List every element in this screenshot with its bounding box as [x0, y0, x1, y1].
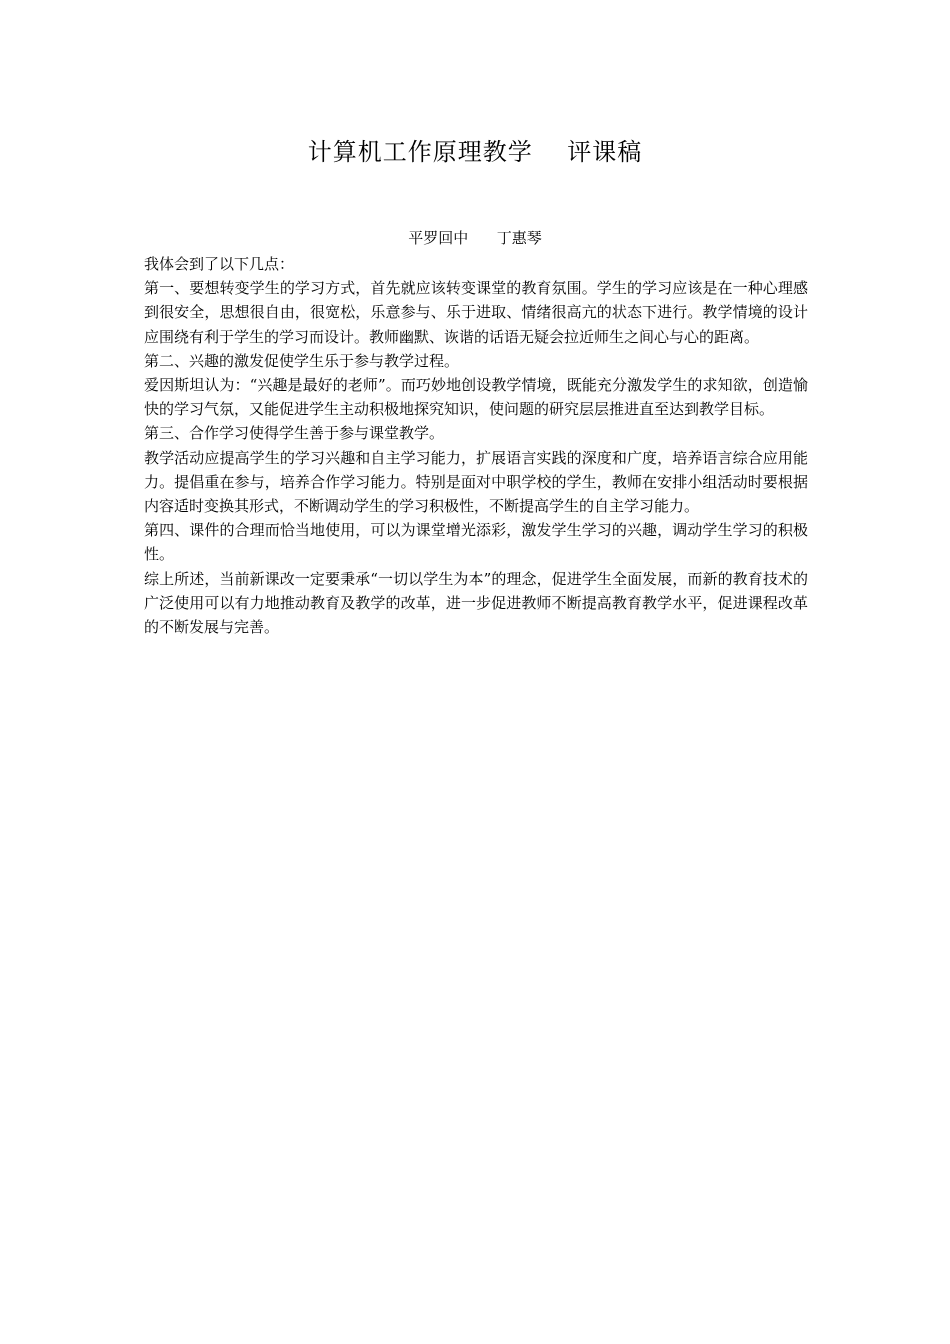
point-three-paragraph: 教学活动应提高学生的学习兴趣和自主学习能力，扩展语言实践的深度和广度，培养语言综合应用能力。提倡重在参与，培养合作学习能力。特别是面对中职学校的学生，教师在安排小组活动时要根据内容适时变换其形式，不断调动学生的学习积极性，不断提高学生的自主学习能力。 [144, 448, 808, 516]
point-two-heading: 第二、兴趣的激发促使学生乐于参与教学过程。 [144, 351, 460, 370]
point-two-paragraph: 爱因斯坦认为：“兴趣是最好的老师”。而巧妙地创设教学情境，既能充分激发学生的求知欲，创造愉快的学习气氛，又能促进学生主动积极地探究知识，使问题的研究层层推进直至达到教学目标。 [144, 376, 808, 419]
point-one-paragraph: 第一、要想转变学生的学习方式，首先就应该转变课堂的教育氛围。学生的学习应该是在一种心理感到很安全，思想很自由，很宽松，乐意参与、乐于进取、情绪很高亢的状态下进行。教学情境的设计应围绕有利于学生的学习而设计。教师幽默、诙谐的话语无疑会拉近师生之间心与心的距离。 [144, 279, 808, 346]
author-line: 平罗回中 丁惠琴 [408, 229, 542, 247]
document-title: 计算机工作原理教学 评课稿 [307, 138, 643, 166]
conclusion-paragraph: 综上所述，当前新课改一定要秉承“一切以学生为本”的理念，促进学生全面发展，而新的教育技术的广泛使用可以有力地推动教育及教学的改革，进一步促进教师不断提高教育教学水平，促进课程改革的不断发展与完善。 [144, 569, 808, 637]
point-four-paragraph: 第四、课件的合理而恰当地使用，可以为课堂增光添彩，激发学生学习的兴趣，调动学生学习的积极性。 [144, 521, 808, 564]
intro-paragraph: 我体会到了以下几点： [144, 255, 295, 273]
document-body [144, 252, 808, 639]
point-three-heading: 第三、合作学习使得学生善于参与课堂教学。 [144, 424, 445, 443]
